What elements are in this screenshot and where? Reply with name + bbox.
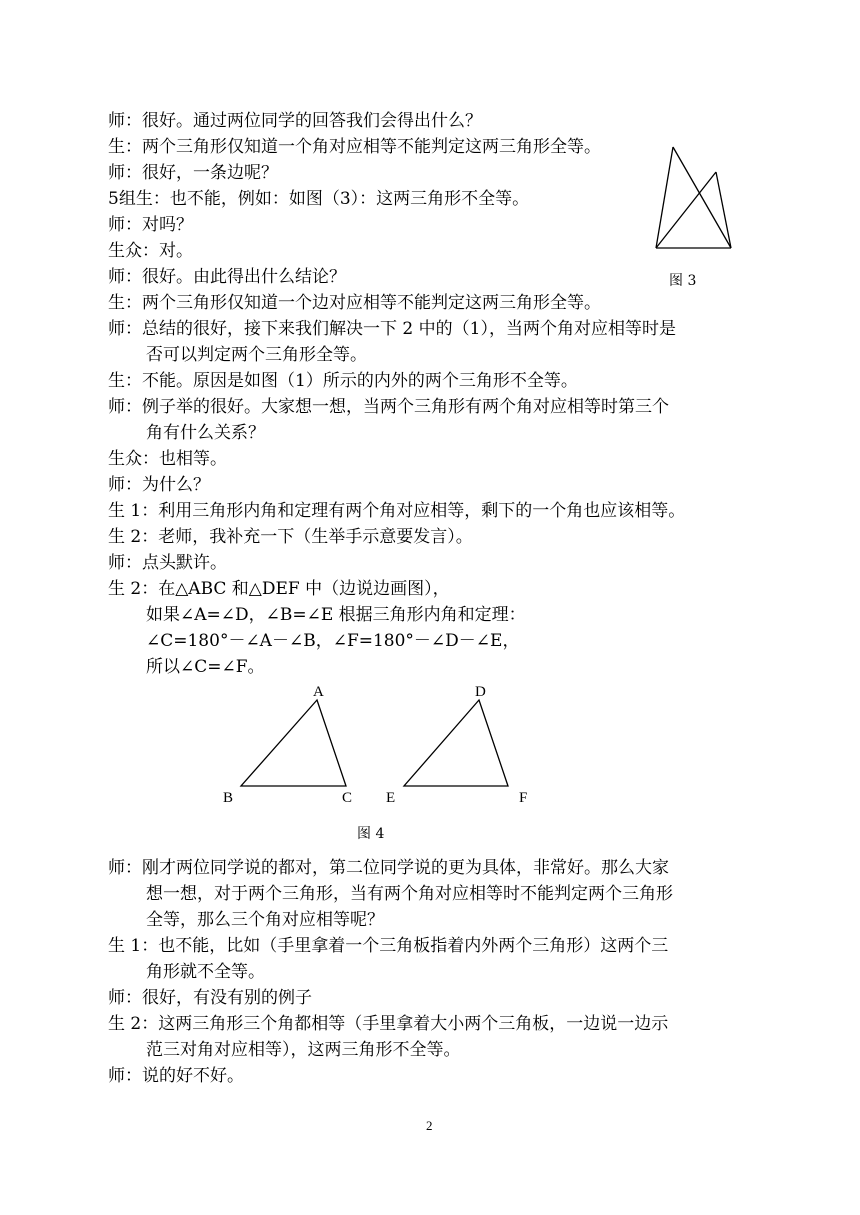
vertex-label-d: D — [475, 684, 486, 700]
text-line: 师：很好，一条边呢？ — [108, 163, 278, 183]
text-line: 如果∠A=∠D，∠B=∠E 根据三角形内角和定理： — [146, 605, 526, 625]
text-line: 生众：对。 — [108, 241, 193, 261]
text-line: 生 1：也不能，比如（手里拿着一个三角板指着内外两个三角形）这两个三 — [108, 936, 669, 956]
text-line: 师：例子举的很好。大家想一想，当两个三角形有两个角对应相等时第三个 — [108, 397, 669, 417]
text-line: 生 2：在△ABC 和△DEF 中（边说边画图）， — [108, 579, 450, 599]
text-line: 范三对角对应相等），这两三角形不全等。 — [146, 1040, 461, 1060]
fig3-edge — [656, 172, 716, 248]
text-line: 生 2：老师，我补充一下（生举手示意要发言）。 — [108, 527, 473, 547]
text-line: ∠C=180°－∠A－∠B，∠F=180°－∠D－∠E， — [146, 631, 520, 651]
text-line: 否可以判定两个三角形全等。 — [146, 345, 367, 365]
page-number: 2 — [426, 1118, 433, 1133]
text-line: 想一想，对于两个三角形，当有两个角对应相等时不能判定两个三角形 — [146, 884, 673, 904]
text-line: 5组生：也不能，例如：如图（3）：这两三角形不全等。 — [108, 189, 530, 209]
vertex-label-c: C — [342, 790, 353, 806]
text-line: 师：刚才两位同学说的都对，第二位同学说的更为具体，非常好。那么大家 — [108, 858, 669, 878]
triangle-def — [404, 700, 508, 786]
text-line: 生：两个三角形仅知道一个角对应相等不能判定这两三角形全等。 — [108, 137, 601, 157]
text-line: 师：总结的很好，接下来我们解决一下 2 中的（1），当两个角对应相等时是 — [108, 319, 676, 339]
fig3-edge — [656, 147, 673, 248]
vertex-label-a: A — [313, 684, 324, 700]
text-line: 生众：也相等。 — [108, 449, 227, 469]
text-line: 生 2：这两三角形三个角都相等（手里拿着大小两个三角板，一边说一边示 — [108, 1014, 669, 1034]
triangle-abc — [241, 700, 346, 786]
text-line: 生 1：利用三角形内角和定理有两个角对应相等，剩下的一个角也应该相等。 — [108, 501, 686, 521]
text-line: 角形就不全等。 — [146, 962, 265, 982]
vertex-label-f: F — [519, 790, 528, 806]
text-line: 师：对吗？ — [108, 215, 193, 235]
fig3-edge — [716, 172, 731, 248]
figure-3-caption: 图 3 — [669, 273, 697, 289]
vertex-label-e: E — [386, 790, 396, 806]
text-line: 生：两个三角形仅知道一个边对应相等不能判定这两三角形全等。 — [108, 293, 601, 313]
text-line: 师：很好，有没有别的例子 — [108, 988, 312, 1008]
text-line: 师：点头默许。 — [108, 553, 227, 573]
text-line: 师：很好。由此得出什么结论？ — [108, 267, 346, 287]
text-line: 师：说的好不好。 — [108, 1066, 244, 1086]
text-line: 所以∠C=∠F。 — [146, 657, 265, 677]
vertex-label-b: B — [223, 790, 234, 806]
text-line: 全等，那么三个角对应相等呢？ — [146, 910, 384, 930]
text-line: 生：不能。原因是如图（1）所示的内外的两个三角形不全等。 — [108, 371, 578, 391]
text-line: 师：为什么？ — [108, 475, 210, 495]
text-line: 师：很好。通过两位同学的回答我们会得出什么？ — [108, 111, 482, 131]
text-line: 角有什么关系？ — [146, 423, 265, 443]
figure-4-caption: 图 4 — [357, 826, 385, 842]
fig3-edge — [673, 147, 731, 248]
